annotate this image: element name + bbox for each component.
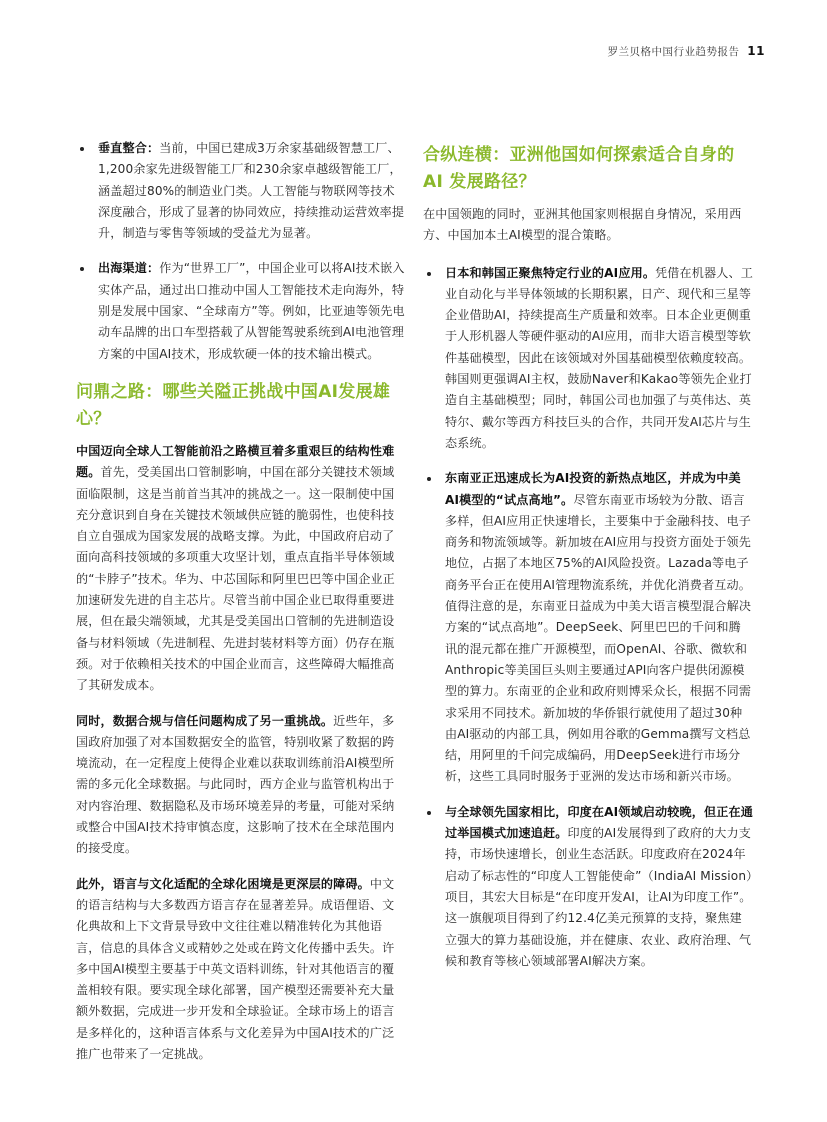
paragraph-text: 首先，受美国出口管制影响，中国在部分关键技术领域面临限制，这是当前首当其冲的挑战之一。这一限制使中国充分意识到自身在关键技术领域供应链的脆弱性，也使科技自立自强成为国家发展的战略支撑。为此，中国政府启动了面向高科技领域的多项重大攻坚计划，重点直指半导体领域的“卡脖子”技术。华为、中芯国际和阿里巴巴等中国企业正加速研发先进的自主芯片。尽管当前中国企业已取得重要进展，但在最尖端领域，尤其是受美国出口管制的先进制造设备与材料领域（先进制程、先进封装材料等方面）仍存在瓶颈。对于依赖相关技术的中国企业而言，这些障碍大幅推高了其研发成本。 [76, 465, 395, 693]
paragraph [76, 874, 406, 1066]
right-bullet-list [423, 263, 753, 973]
bullet-lead: 东南亚正迅速成长为AI投资的新热点地区，并成为中美AI模型的“试点高地”。 [445, 471, 741, 507]
list-item [76, 258, 406, 364]
bullet-lead: 与全球领先国家相比，印度在AI领域启动较晚，但正在通过举国模式加速追赶。 [445, 804, 754, 841]
list-item [423, 802, 753, 972]
bullet-text: 作为“世界工厂”，中国企业可以将AI技术嵌入实体产品，通过出口推动中国人工智能技术走向海外，特别是发展中国家、“全球南方”等。例如，比亚迪等领先电动车品牌的出口车型搭载了从智能驾驶系统到AI电池管理方案的中国AI技术，形成软硬一体的技术输出模式。 [98, 261, 405, 361]
paragraph-text: 中文的语言结构与大多数西方语言存在显著差异。成语俚语、文化典故和上下文背景导致中文往往难以精准转化为其他语言，信息的具体含义或精妙之处或在跨文化传播中丢失。许多中国AI模型主要基于中英文语料训练，针对其他语言的覆盖相较有限。要实现全球化部署，国产模型还需要补充大量额外数据，完成进一步开发和全球验证。全球市场上的语言是多样化的，这种语言体系与文化差异为中国AI技术的广泛推广也带来了一定挑战。 [76, 876, 395, 1061]
list-item [76, 138, 406, 244]
right-column [423, 142, 753, 986]
paragraph [76, 441, 406, 697]
list-item [423, 468, 753, 787]
bullet-lead: 日本和韩国正聚焦特定行业的AI应用。 [445, 265, 656, 280]
paragraph-lead: 中国迈向全球人工智能前沿之路横亘着多重艰巨的结构性难题。 [76, 443, 395, 480]
bullet-lead: 出海渠道： [98, 261, 160, 276]
bullet-text: 尽管东南亚市场较为分散、语言多样，但AI应用正快速增长，主要集中于金融科技、电子商务和物流领域等。新加坡在AI应用与投资方面处于领先地位，占据了本地区75%的AI风险投资。Lazada等电子商务平台正在使用AI管理物流系统，并优化消费者互动。值得注意的是，东南亚日益成为中美大语言模型混合解决方案的“试点高地”。DeepSeek、阿里巴巴的千问和腾讯的混元都在推广开源模型，而OpenAI、谷歌、微软和Anthropic等美国巨头则主要通过API向客户提供闭源模型的算力。东南亚的企业和政府则博采众长，根据不同需求采用不同技术。新加坡的华侨银行就使用了超过30种由AI驱动的内部工具，例如用谷歌的Gemma撰写文档总结，用阿里的千问完成编码，用DeepSeek进行市场分析，这些工具同时服务于亚洲的发达市场和新兴市场。 [445, 492, 752, 784]
paragraph-lead: 此外，语言与文化适配的全球化困境是更深层的障碍。 [76, 876, 370, 891]
bullet-text: 凭借在机器人、工业自动化与半导体领域的长期积累，日产、现代和三星等企业借助AI，持续提高生产质量和效率。日本企业更侧重于人形机器人等硬件驱动的AI应用，而非大语言模型等软件基础模型，因此在该领域对外国基础模型依赖度较高。韩国则更强调AI主权，鼓励Naver和Kakao等领先企业打造自主基础模型；同时，韩国公司也加强了与英伟达、英特尔、戴尔等西方科技巨头的合作，共同开发AI芯片与生态系统。 [445, 265, 754, 450]
paragraph-lead: 同时，数据合规与信任问题构成了另一重挑战。 [76, 713, 334, 728]
section-title-challenges: 问鼎之路：哪些关隘正挑战中国AI发展雄心？ [76, 381, 391, 429]
bullet-text: 当前，中国已建成3万余家基础级智慧工厂、1,200余家先进级智能工厂和230余家卓越级智能工厂，涵盖超过80%的制造业门类。人工智能与物联网等技术深度融合，形成了显著的协同效应，持续推动运营效率提升，制造与零售等领域的受益尤为显著。 [98, 141, 405, 241]
list-item [423, 263, 753, 455]
paragraph-text: 近些年，多国政府加强了对本国数据安全的监管，特别收紧了数据的跨境流动，在一定程度上使得企业难以获取训练前沿AI模型所需的多元化全球数据。与此同时，西方企业与监管机构出于对内容治理、数据隐私及市场环境差异的考量，可能对采纳或整合中国AI技术持审慎态度，这影响了技术在全球范围内的接受度。 [76, 713, 395, 856]
bullet-lead: 垂直整合： [98, 141, 160, 155]
left-bullet-list [76, 138, 406, 365]
intro-paragraph: 在中国领跑的同时，亚洲其他国家则根据自身情况，采用西方、中国加本土AI模型的混合策略。 [423, 207, 742, 243]
section-title-asia: 合纵连横：亚洲他国如何探索适合自身的 AI 发展路径？ [423, 145, 735, 192]
page-header [607, 44, 765, 59]
left-column [76, 138, 406, 1079]
page-number: 11 [747, 44, 765, 58]
report-title: 罗兰贝格中国行业趋势报告 [607, 46, 740, 58]
paragraph [76, 711, 406, 860]
bullet-text: 印度的AI发展得到了政府的大力支持，市场快速增长，创业生态活跃。印度政府在2024年启动了标志性的“印度人工智能使命”（IndiaAI Mission）项目，其宏大目标是“在印度开发AI，让AI为印度工作”。这一旗舰项目得到了约12.4亿美元预算的支持，聚焦建立强大的算力基础设施，并在健康、农业、政府治理、气候和教育等核心领域部署AI解决方案。 [445, 826, 753, 968]
